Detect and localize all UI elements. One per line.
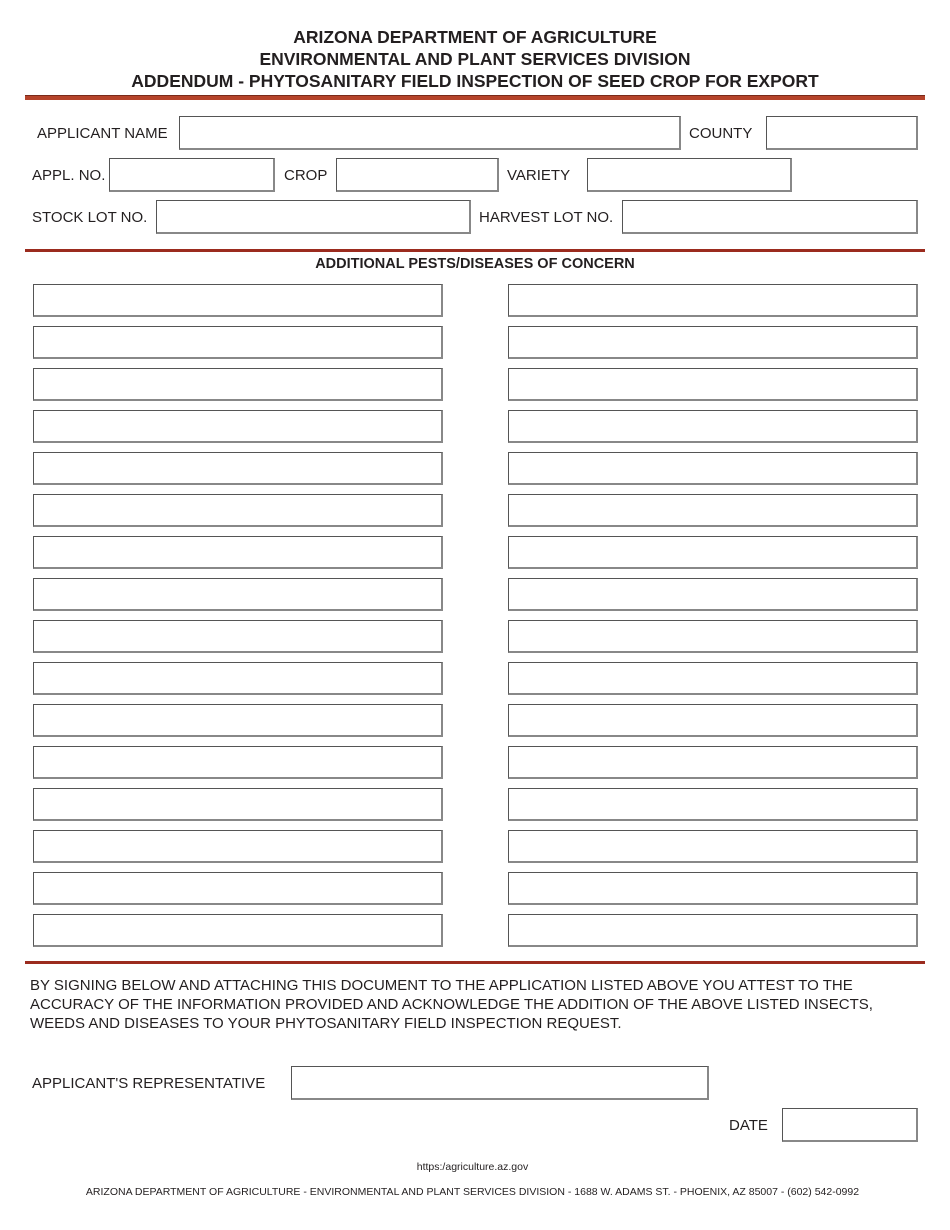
pest-left-input[interactable] [33, 788, 443, 821]
pest-right-input[interactable] [508, 872, 918, 905]
pest-left-input[interactable] [33, 746, 443, 779]
pest-left-input[interactable] [33, 830, 443, 863]
applicant-name-label: APPLICANT NAME [37, 125, 168, 142]
header-divider [25, 95, 925, 100]
date-input[interactable] [782, 1108, 918, 1142]
pest-left-input[interactable] [33, 662, 443, 695]
representative-input[interactable] [291, 1066, 709, 1100]
pest-left-input[interactable] [33, 536, 443, 569]
pest-right-input[interactable] [508, 494, 918, 527]
pest-left-input[interactable] [33, 410, 443, 443]
pest-right-input[interactable] [508, 452, 918, 485]
pest-left-input[interactable] [33, 368, 443, 401]
date-label: DATE [729, 1117, 768, 1134]
pest-left-input[interactable] [33, 578, 443, 611]
pest-left-input[interactable] [33, 620, 443, 653]
pest-right-input[interactable] [508, 326, 918, 359]
crop-input[interactable] [336, 158, 499, 192]
pest-left-input[interactable] [33, 326, 443, 359]
form-header [0, 26, 950, 92]
header-form-title: ADDENDUM - PHYTOSANITARY FIELD INSPECTION OF SEED CROP FOR EXPORT [131, 71, 819, 91]
stock-lot-input[interactable] [156, 200, 471, 234]
pest-right-input[interactable] [508, 788, 918, 821]
footer-address: ARIZONA DEPARTMENT OF AGRICULTURE - ENVIRONMENTAL AND PLANT SERVICES DIVISION - 1688 W. ADAMS ST. - PHOENIX, AZ 85007 - (602) 542-0992 [85, 1186, 860, 1198]
pest-right-input[interactable] [508, 368, 918, 401]
attestation-text: BY SIGNING BELOW AND ATTACHING THIS DOCUMENT TO THE APPLICATION LISTED ABOVE YOU ATTEST TO THE ACCURACY OF THE INFORMATION PROVIDED AND ACKNOWLEDGE THE ADDITION OF THE ABOVE LISTED INSECTS, WEEDS AND DISEASES TO YOUR PHYTOSANITARY FIELD INSPECTION REQUEST. [30, 977, 873, 1032]
pest-right-input[interactable] [508, 914, 918, 947]
pest-left-input[interactable] [33, 914, 443, 947]
pest-right-input[interactable] [508, 746, 918, 779]
crop-label: CROP [284, 167, 328, 184]
footer-url: https:/agriculture.az.gov [416, 1161, 529, 1173]
pest-left-input[interactable] [33, 872, 443, 905]
representative-label: APPLICANT'S REPRESENTATIVE [32, 1075, 266, 1092]
header-division: ENVIRONMENTAL AND PLANT SERVICES DIVISION [259, 49, 691, 69]
variety-label: VARIETY [507, 167, 571, 184]
pest-right-input[interactable] [508, 830, 918, 863]
harvest-lot-label: HARVEST LOT NO. [479, 209, 614, 226]
section-divider [25, 249, 925, 252]
variety-input[interactable] [587, 158, 792, 192]
county-label: COUNTY [689, 125, 753, 142]
county-input[interactable] [766, 116, 918, 150]
applicant-name-input[interactable] [179, 116, 681, 150]
appl-no-input[interactable] [109, 158, 275, 192]
header-agency: ARIZONA DEPARTMENT OF AGRICULTURE [293, 27, 657, 47]
pest-right-input[interactable] [508, 410, 918, 443]
pest-right-input[interactable] [508, 704, 918, 737]
stock-lot-label: STOCK LOT NO. [32, 209, 148, 226]
pest-left-input[interactable] [33, 494, 443, 527]
pest-right-input[interactable] [508, 536, 918, 569]
pest-left-input[interactable] [33, 284, 443, 317]
pest-right-input[interactable] [508, 620, 918, 653]
appl-no-label: APPL. NO. [32, 167, 106, 184]
pests-section-title: ADDITIONAL PESTS/DISEASES OF CONCERN [315, 256, 635, 272]
harvest-lot-input[interactable] [622, 200, 918, 234]
pest-left-input[interactable] [33, 704, 443, 737]
pest-right-input[interactable] [508, 662, 918, 695]
pest-left-input[interactable] [33, 452, 443, 485]
pest-right-input[interactable] [508, 578, 918, 611]
pest-right-input[interactable] [508, 284, 918, 317]
attestation-divider [25, 961, 925, 964]
